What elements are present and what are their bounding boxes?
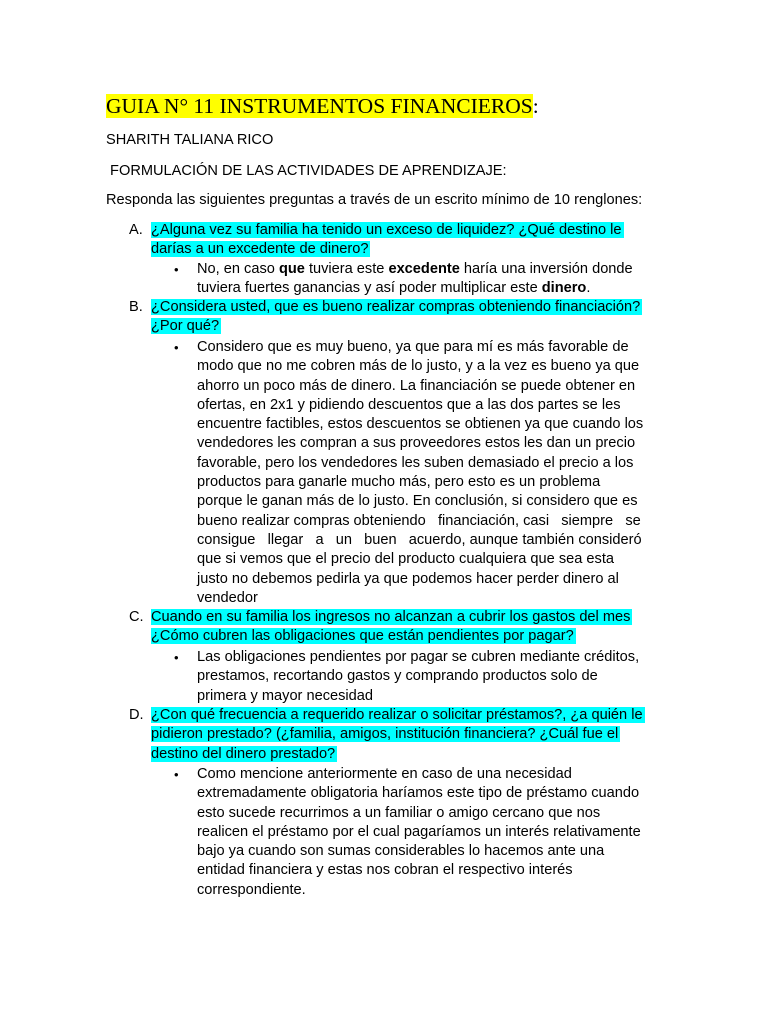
bullet-icon: • (174, 262, 179, 277)
answer-a: No, en caso que tuviera este excedente haría una inversión donde tuviera fuertes ganancias y así poder multiplicar este dinero. (197, 261, 633, 297)
title-highlight: GUIA N° 11 INSTRUMENTOS FINANCIEROS (106, 94, 533, 118)
question-text: ¿Alguna vez su familia ha tenido un exceso de liquidez? ¿Qué destino le darías a un excedente de dinero? (151, 222, 622, 258)
bullet-icon: • (174, 650, 179, 665)
question-letter: D. (129, 707, 144, 723)
question-letter: C. (129, 609, 144, 625)
answer-c: Las obligaciones pendientes por pagar se cubren mediante créditos, prestamos, recortando gastos y comprando productos solo de primera y mayor necesidad (197, 649, 640, 704)
document-title: GUIA N° 11 INSTRUMENTOS FINANCIEROS: (106, 94, 539, 118)
answer-d: Como mencione anteriormente en caso de una necesidad extremadamente obligatoria haríamos este tipo de préstamo cuando esto sucede recurrimos a un familiar o amigo cercano que nos realicen el préstamo por el cual pagaríamos un interés relativamente bajo ya cuando son sumas considerables lo hacemos ante una entidad financiera y estas nos cobran el respectivo interés correspondiente. (197, 766, 641, 898)
question-text: ¿Con qué frecuencia a requerido realizar o solicitar préstamos?, ¿a quién le pidieron prestado? (¿familia, amigos, institución financiera? ¿Cuál fue el destino del dinero prestado? (151, 707, 643, 762)
question-text: Cuando en su familia los ingresos no alcanzan a cubrir los gastos del mes ¿Cómo cubren las obligaciones que están pendientes por pagar? (151, 609, 631, 645)
student-name: SHARITH TALIANA RICO (106, 132, 274, 148)
question-letter: B. (129, 299, 143, 315)
bullet-icon: • (174, 340, 179, 355)
question-text: ¿Considera usted, que es bueno realizar compras obteniendo financiación? ¿Por qué? (151, 299, 641, 335)
section-heading: FORMULACIÓN DE LAS ACTIVIDADES DE APRENDIZAJE: (106, 163, 507, 179)
bullet-icon: • (174, 767, 179, 782)
answer-b: Considero que es muy bueno, ya que para mí es más favorable de modo que no me cobren más de lo justo, y a la vez es bueno ya que ahorro un poco más de dinero. La financiación se puede obtener en ofertas, en 2x1 y pidiendo descuentos que a las dos partes se les encuentre factibles, estos descuentos se obtienen ya que cuando los vendedores les compran a sus proveedores estos les dan un precio favorable, pero los vendedores les suben demasiado el precio a los productos para ganarle mucho más, pero esto es un problema porque le ganan más de lo justo. En conclusión, si considero que es bueno realizar compras obteniendo financiación, casi siempre se consigue llegar a un buen acuerdo, aunque también consideró que si vemos que el precio del producto cualquiera que sea esta justo no debemos pedirla ya que podemos hacer perder dinero al vendedor (197, 339, 644, 606)
question-letter: A. (129, 222, 143, 238)
instructions: Responda las siguientes preguntas a través de un escrito mínimo de 10 renglones: (106, 192, 643, 208)
